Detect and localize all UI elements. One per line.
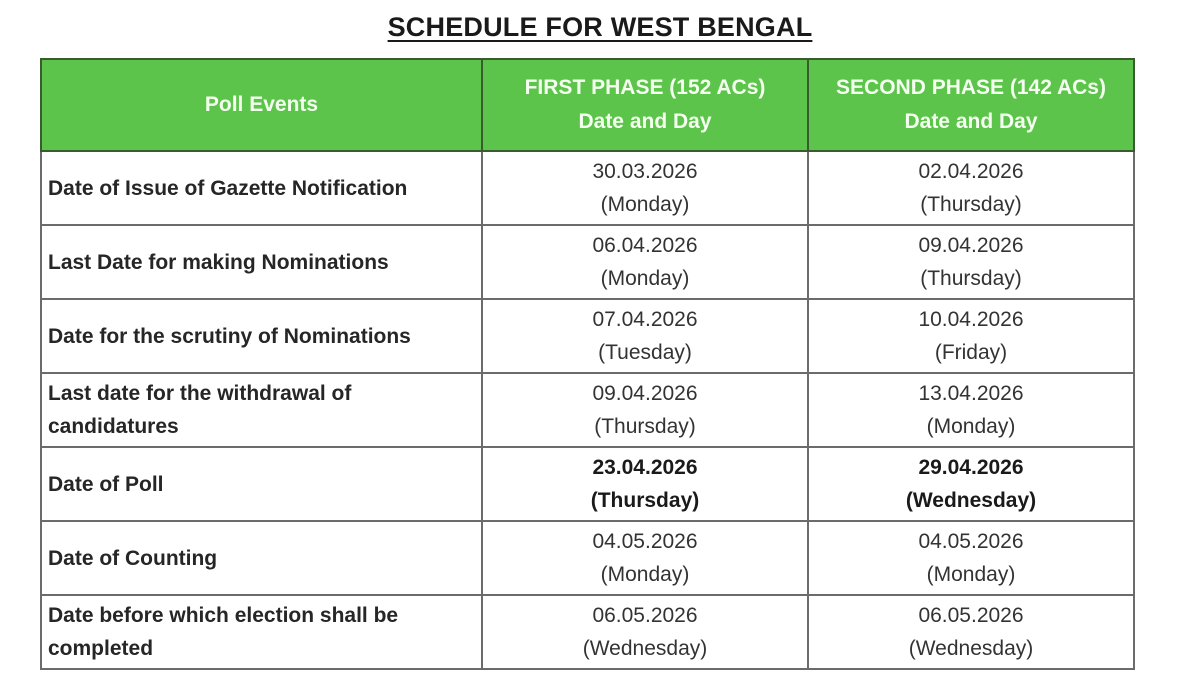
phase2-date-cell: 02.04.2026 (Thursday) xyxy=(808,151,1134,225)
phase1-date-cell: 06.05.2026 (Wednesday) xyxy=(482,595,808,669)
header-poll-events: Poll Events xyxy=(41,59,482,151)
phase2-poll-date-cell: 29.04.2026 (Wednesday) xyxy=(808,447,1134,521)
event-label: Date for the scrutiny of Nominations xyxy=(41,299,482,373)
phase2-date-cell: 10.04.2026 (Friday) xyxy=(808,299,1134,373)
phase1-date-cell: 04.05.2026 (Monday) xyxy=(482,521,808,595)
event-label: Date of Poll xyxy=(41,447,482,521)
page-title: SCHEDULE FOR WEST BENGAL xyxy=(387,12,813,42)
table-row xyxy=(41,595,1134,669)
event-label: Date before which election shall be completed xyxy=(41,595,482,669)
phase1-date-cell: 06.04.2026 (Monday) xyxy=(482,225,808,299)
phase2-date-cell: 09.04.2026 (Thursday) xyxy=(808,225,1134,299)
table-row-poll xyxy=(41,447,1134,521)
table-row xyxy=(41,373,1134,447)
phase1-poll-date-cell: 23.04.2026 (Thursday) xyxy=(482,447,808,521)
header-first-phase: FIRST PHASE (152 ACs) Date and Day xyxy=(482,59,808,151)
event-label: Date of Issue of Gazette Notification xyxy=(41,151,482,225)
schedule-table xyxy=(40,58,1135,670)
phase2-date-cell: 06.05.2026 (Wednesday) xyxy=(808,595,1134,669)
event-label: Date of Counting xyxy=(41,521,482,595)
table-row xyxy=(41,299,1134,373)
header-second-phase: SECOND PHASE (142 ACs) Date and Day xyxy=(808,59,1134,151)
phase2-date-cell: 13.04.2026 (Monday) xyxy=(808,373,1134,447)
table-row xyxy=(41,151,1134,225)
phase1-date-cell: 07.04.2026 (Tuesday) xyxy=(482,299,808,373)
table-header-row xyxy=(41,59,1134,151)
event-label: Last Date for making Nominations xyxy=(41,225,482,299)
phase1-date-cell: 09.04.2026 (Thursday) xyxy=(482,373,808,447)
phase1-date-cell: 30.03.2026 (Monday) xyxy=(482,151,808,225)
phase2-date-cell: 04.05.2026 (Monday) xyxy=(808,521,1134,595)
table-row xyxy=(41,521,1134,595)
event-label: Last date for the withdrawal of candidatures xyxy=(41,373,482,447)
table-row xyxy=(41,225,1134,299)
